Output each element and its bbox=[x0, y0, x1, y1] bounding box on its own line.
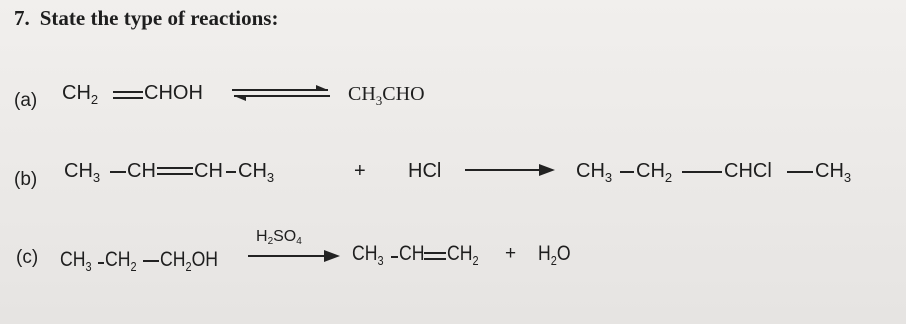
reaction-b-reactant-2: CH bbox=[127, 160, 156, 182]
reaction-a-reactant-left: $CH_2$ bbox=[62, 82, 99, 107]
single-bond-icon bbox=[682, 170, 722, 174]
reaction-c-plus: + bbox=[505, 243, 517, 264]
single-bond-icon bbox=[391, 255, 398, 259]
reaction-b-reactant-4: $CH_3$ bbox=[238, 160, 275, 185]
reaction-c-condition: $H_2SO_4$ bbox=[256, 228, 302, 247]
question-title: State the type of reactions: bbox=[39, 6, 279, 30]
single-bond-icon bbox=[110, 170, 126, 174]
equilibrium-arrow-icon bbox=[232, 85, 330, 101]
double-bond-icon bbox=[157, 165, 193, 177]
single-bond-icon bbox=[226, 170, 236, 174]
reaction-c-reactant-3: $CH_2OH$ bbox=[160, 248, 219, 274]
reaction-c-product-3: $CH_2$ bbox=[447, 242, 479, 268]
reaction-b-product-4: $CH_3$ bbox=[815, 160, 852, 185]
reaction-c-reactant-1: $CH_3$ bbox=[60, 248, 92, 274]
reaction-a-label: (a) bbox=[14, 90, 38, 111]
reaction-c-reactant-2: $CH_2$ bbox=[105, 248, 137, 274]
reaction-b-plus: + bbox=[354, 160, 366, 182]
forward-arrow-icon bbox=[248, 250, 340, 262]
reaction-a-reactant-right: CHOH bbox=[144, 82, 203, 104]
single-bond-icon bbox=[620, 170, 634, 174]
reaction-b-product-2: $CH_2$ bbox=[636, 160, 673, 185]
reaction-b-reactant-1: $CH_3$ bbox=[64, 160, 101, 185]
reaction-c-product-1: $CH_3$ bbox=[352, 242, 384, 268]
single-bond-icon bbox=[143, 259, 159, 263]
reaction-a-product: $CH_3CHO$ bbox=[348, 83, 425, 108]
reaction-c-product-2: CH bbox=[399, 242, 425, 265]
reaction-b-product-1: $CH_3$ bbox=[576, 160, 613, 185]
single-bond-icon bbox=[98, 261, 104, 265]
reaction-c-label: (c) bbox=[16, 247, 39, 268]
reaction-b-reagent: HCl bbox=[408, 160, 442, 182]
forward-arrow-icon bbox=[465, 164, 555, 176]
double-bond-icon bbox=[113, 89, 143, 101]
double-bond-icon bbox=[424, 250, 446, 262]
reaction-c-byproduct: $H_2O$ bbox=[538, 242, 571, 268]
question-number: 7. bbox=[14, 6, 30, 30]
question-heading bbox=[14, 6, 278, 31]
reaction-b-reactant-3: CH bbox=[194, 160, 223, 182]
reaction-b-label: (b) bbox=[14, 169, 38, 190]
single-bond-icon bbox=[787, 170, 813, 174]
reaction-b-product-3: CHCl bbox=[724, 160, 772, 182]
